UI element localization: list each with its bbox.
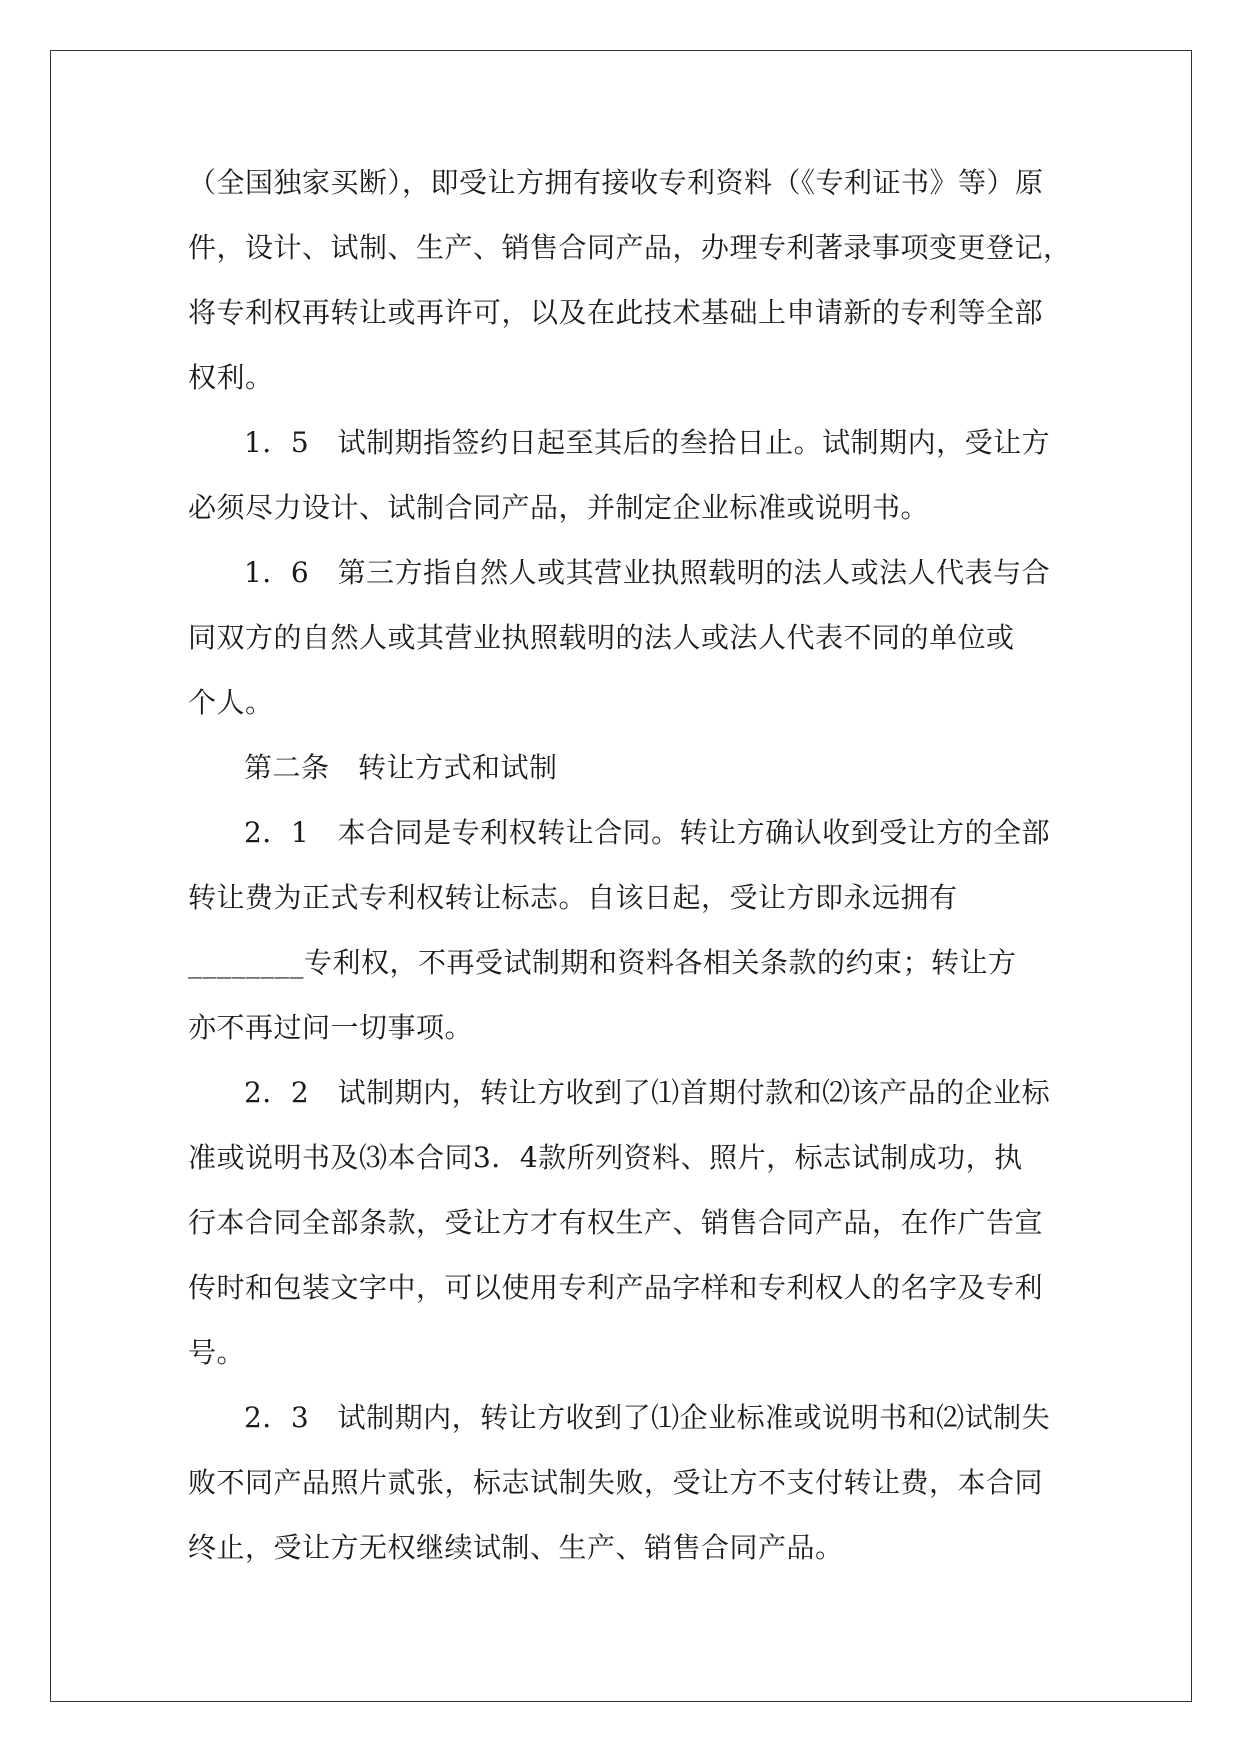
paragraph-line: 同双方的自然人或其营业执照载明的法人或法人代表不同的单位或 [188, 621, 1015, 654]
paragraph-line: 传时和包装文字中，可以使用专利产品字样和专利权人的名字及专利 [188, 1271, 1044, 1304]
paragraph-line: ________专利权，不再受试制期和资料各相关条款的约束；转让方 [188, 946, 1017, 979]
paragraph-line: 行本合同全部条款，受让方才有权生产、销售合同产品，在作广告宣 [188, 1206, 1044, 1239]
document-body [188, 158, 1072, 1588]
paragraph-line: 号。 [188, 1336, 246, 1369]
clause-1-6-line: 1．6 第三方指自然人或其营业执照载明的法人或法人代表与合 [244, 556, 1051, 589]
paragraph-line: 个人。 [188, 686, 274, 719]
paragraph-line: 终止，受让方无权继续试制、生产、销售合同产品。 [188, 1531, 844, 1564]
paragraph-line: 件，设计、试制、生产、销售合同产品，办理专利著录事项变更登记， [188, 231, 1072, 264]
clause-2-3-line: 2．3 试制期内，转让方收到了⑴企业标准或说明书和⑵试制失 [244, 1401, 1051, 1434]
paragraph-line: 败不同产品照片贰张，标志试制失败，受让方不支付转让费，本合同 [188, 1466, 1044, 1499]
paragraph-line: 将专利权再转让或再许可，以及在此技术基础上申请新的专利等全部 [188, 296, 1044, 329]
article-2-heading: 第二条 转让方式和试制 [244, 751, 558, 784]
paragraph-line: 权利。 [188, 361, 274, 394]
clause-1-5-line: 1．5 试制期指签约日起至其后的叁拾日止。试制期内，受让方 [244, 426, 1051, 459]
paragraph-line: 必须尽力设计、试制合同产品，并制定企业标准或说明书。 [188, 491, 930, 524]
paragraph-line: （全国独家买断），即受让方拥有接收专利资料（《专利证书》等）原 [188, 166, 1044, 199]
paragraph-line: 转让费为正式专利权转让标志。自该日起，受让方即永远拥有 [188, 881, 958, 914]
paragraph-line: 亦不再过问一切事项。 [188, 1011, 474, 1044]
paragraph-line: 准或说明书及⑶本合同3．4款所列资料、照片，标志试制成功，执 [188, 1141, 1023, 1174]
clause-2-2-line: 2．2 试制期内，转让方收到了⑴首期付款和⑵该产品的企业标 [244, 1076, 1051, 1109]
clause-2-1-line: 2．1 本合同是专利权转让合同。转让方确认收到受让方的全部 [244, 816, 1051, 849]
